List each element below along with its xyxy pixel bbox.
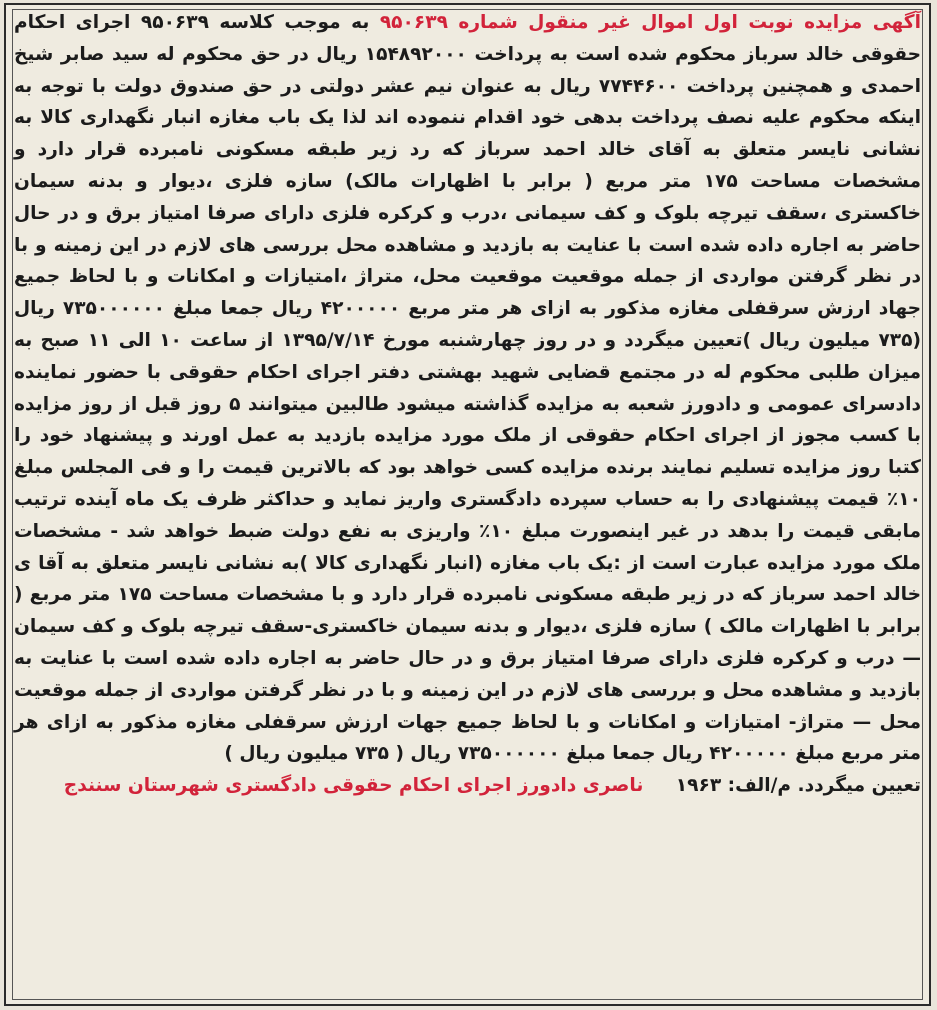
notice-signature: ناصری دادورز اجرای احکام حقوقی دادگستری شهرستان سنندج [63,775,644,797]
notice-text [14,7,921,802]
notice-closing: تعیین میگردد. م/الف: ۱۹۶۳ [675,775,921,797]
notice-body: به موجب کلاسه ۹۵۰۶۳۹ اجرای احکام حقوقی خالد سرباز محکوم شده است به پرداخت ۱۵۴۸۹۲۰۰۰ ریال در حق محکوم له سید صابر شیخ احمدی و همچنین پرداخت ۷۷۴۴۶۰۰ ریال به عنوان نیم عشر دولتی در حق صندوق دولت با توجه به اینکه محکوم علیه نصف پرداخت بدهی خود اقدام ننموده اند لذا یک باب مغازه انبار نگهداری کالا به نشانی نایسر متعلق به آقای خالد احمد سرباز که رد زیر طبقه مسکونی نامبرده قرار دارد و مشخصات مساحت ۱۷۵ متر مربع ( برابر با اظهارات مالک) سازه فلزی ،دیوار و بدنه سیمان خاکستری ،سقف تیرچه بلوک و کف سیمانی ،درب و کرکره فلزی دارای صرفا امتیاز برق و در حال حاضر به اجاره داده شده است با عنایت به بازدید و مشاهده محل بررسی های لازم در این زمینه و با در نظر گرفتن مواردی از جمله موقعیت موقعیت محل، متراژ ،امتیازات و امکانات و با لحاظ جمیع جهاد ارزش سرقفلی مغازه مذکور به ازای هر متر مربع ۴۲۰۰۰۰۰ ریال جمعا مبلغ ۷۳۵۰۰۰۰۰۰ ریال (۷۳۵ میلیون ریال )تعیین میگردد و در روز چهارشنبه مورخ ۱۳۹۵/۷/۱۴ از ساعت ۱۰ الی ۱۱ صبح به میزان طلبی محکوم له در مجتمع قضایی شهید بهشتی دفتر اجرای احکام حقوقی با حضور نماینده دادسرای عمومی و دادورز شعبه به مزایده گذاشته میشود طالبین میتوانند ۵ روز قبل از روز مزایده با کسب مجوز از اجرای احکام حقوقی از ملک مورد مزایده بازدید به عمل اورند و پیشنهاد خود را کتبا روز مزایده تسلیم نمایند برنده مزایده کسی خواهد بود که بالاترین قیمت را و فی المجلس مبلغ ۱۰٪ قیمت پیشنهادی را به حساب سپرده دادگستری واریز نماید و حداکثر ظرف یک ماه آینده ترتیب مابقی قیمت را بدهد در غیر اینصورت مبلغ ۱۰٪ واریزی به نفع دولت ضبط خواهد شد - مشخصات ملک مورد مزایده عبارت است از :یک باب مغازه (انبار نگهداری کالا )به نشانی نایسر متعلق به آقا ی خالد احمد سرباز که در زیر طبقه مسکونی نامبرده قرار دارد و با مشخصات مساحت ۱۷۵ متر مربع ( برابر با اظهارات مالک ) سازه فلزی ،دیوار و بدنه سیمان خاکستری-سقف تیرچه بلوک و کف سیمان — درب و کرکره فلزی دارای صرفا امتیاز برق و در حال حاضر به اجاره داده شده است با عنایت به بازدید و مشاهده محل و بررسی های لازم در این زمینه و با در نظر گرفتن مواردی از جمله موقعیت محل — متراژ- امتیازات و امکانات و با لحاظ جمیع جهات ارزش سرقفلی مغازه مذکور به ازای هر متر مربع مبلغ ۴۲۰۰۰۰۰ ریال جمعا مبلغ ۷۳۵۰۰۰۰۰۰ ریال ( ۷۳۵ میلیون ریال ) [14,12,922,765]
notice-footer [14,770,921,802]
auction-notice [4,3,931,1006]
notice-heading: آگهی مزایده نوبت اول اموال غیر منقول شماره ۹۵۰۶۳۹ [379,12,921,33]
